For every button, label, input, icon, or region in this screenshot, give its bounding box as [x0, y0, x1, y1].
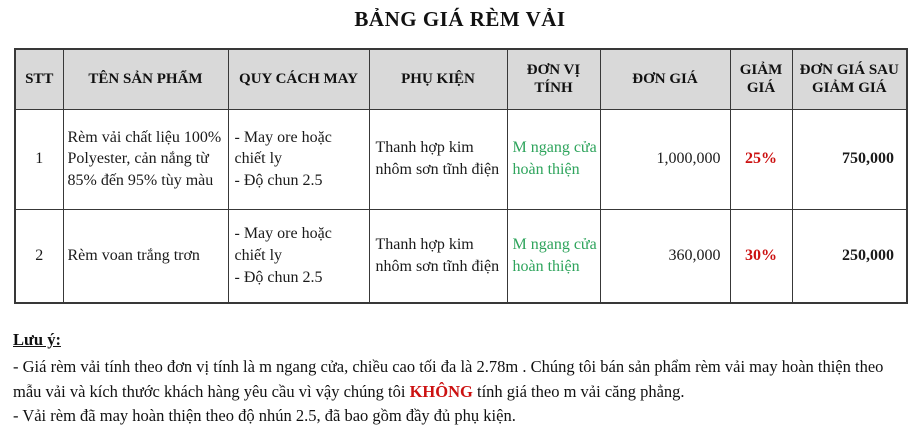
cell-accessories: Thanh hợp kim nhôm sơn tĩnh điện — [369, 209, 507, 303]
note-line-1 — [13, 355, 910, 405]
cell-price-after-discount: 250,000 — [792, 209, 907, 303]
cell-sewing-spec — [228, 209, 369, 303]
cell-discount: 30% — [730, 209, 792, 303]
cell-product-name: Rèm vải chất liệu 100% Polyester, cản nắng từ 85% đến 95% tùy màu — [63, 109, 228, 209]
note-1-text-end: tính giá theo m vải căng phẳng. — [472, 381, 685, 401]
price-table — [14, 48, 908, 304]
note-1-text-start: - Giá rèm vải tính theo đơn vị tính là m ngang cửa, chiều cao tối đa là 2.78m . Chúng tôi bán sản phẩm rèm vải may hoàn thiện theo mẫu vải và kích thước khách hàng yêu cầu vì vậy chúng tôi — [13, 356, 884, 401]
cell-price-after-discount: 750,000 — [792, 109, 907, 209]
col-header-sewing-spec: QUY CÁCH MAY — [228, 49, 369, 109]
col-header-price-after-discount: ĐƠN GIÁ SAU GIẢM GIÁ — [792, 49, 907, 109]
cell-accessories: Thanh hợp kim nhôm sơn tĩnh điện — [369, 109, 507, 209]
notes-section — [13, 328, 910, 429]
table-header-row — [15, 49, 907, 109]
sewing-spec-line: - May ore hoặc chiết ly — [234, 128, 332, 168]
cell-unit-price: 1,000,000 — [600, 109, 730, 209]
table-row — [15, 109, 907, 209]
cell-sewing-spec — [228, 109, 369, 209]
cell-product-name: Rèm voan trắng trơn — [63, 209, 228, 303]
page-title: BẢNG GIÁ RÈM VẢI — [354, 7, 566, 31]
cell-unit: M ngang cửa hoàn thiện — [507, 209, 600, 303]
sewing-spec-line: - Độ chun 2.5 — [234, 171, 323, 189]
cell-stt: 1 — [15, 109, 63, 209]
note-1-highlight-khong: KHÔNG — [409, 381, 473, 401]
sewing-spec-line: - May ore hoặc chiết ly — [234, 225, 332, 264]
cell-discount: 25% — [730, 109, 792, 209]
notes-heading: Lưu ý: — [13, 330, 61, 349]
col-header-discount: GIẢM GIÁ — [730, 49, 792, 109]
col-header-stt: STT — [15, 49, 63, 109]
col-header-accessories: PHỤ KIỆN — [369, 49, 507, 109]
note-line-2: - Vải rèm đã may hoàn thiện theo độ nhún 2.5, đã bao gồm đầy đủ phụ kiện. — [13, 406, 516, 426]
col-header-unit-price: ĐƠN GIÁ — [600, 49, 730, 109]
col-header-product-name: TÊN SẢN PHẨM — [63, 49, 228, 109]
col-header-unit: ĐƠN VỊ TÍNH — [507, 49, 600, 109]
cell-unit: M ngang cửa hoàn thiện — [507, 109, 600, 209]
cell-unit-price: 360,000 — [600, 209, 730, 303]
sewing-spec-line: - Độ chun 2.5 — [234, 268, 323, 286]
cell-stt: 2 — [15, 209, 63, 303]
table-row — [15, 209, 907, 303]
